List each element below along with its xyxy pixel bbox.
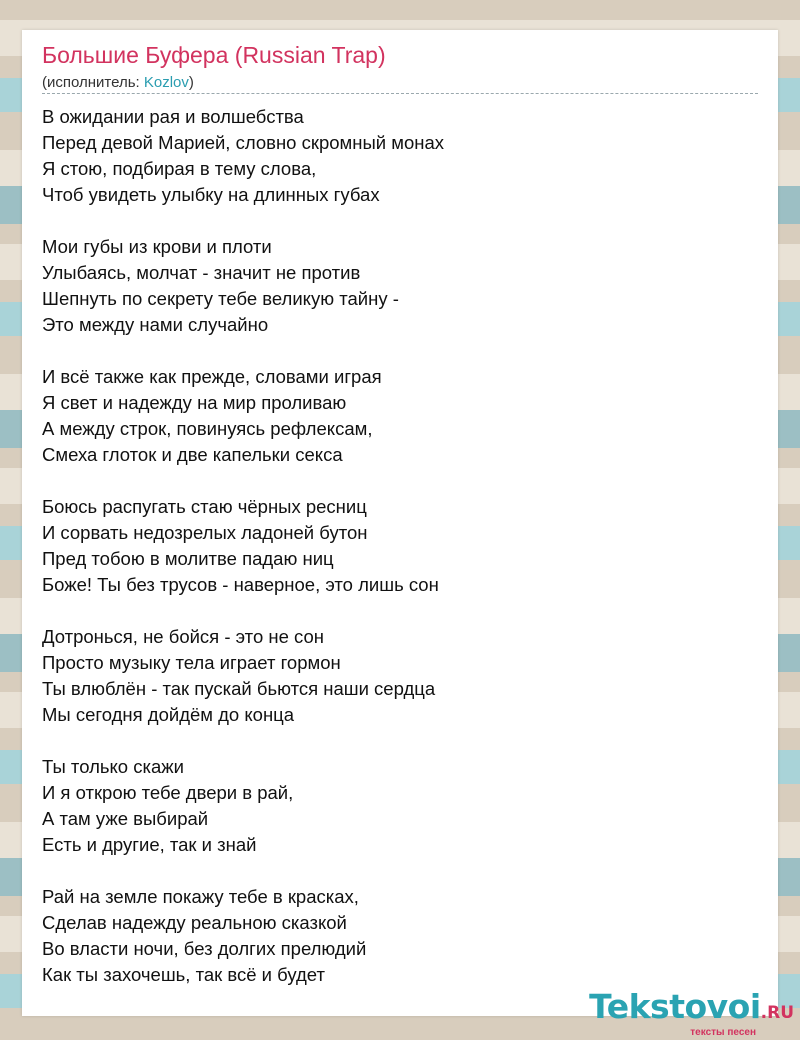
- header-divider: [42, 93, 758, 94]
- lyric-line: Мы сегодня дойдём до конца: [42, 704, 295, 725]
- lyric-line: Во власти ночи, без долгих прелюдий: [42, 938, 367, 959]
- lyric-line: И всё также как прежде, словами играя: [42, 366, 382, 387]
- lyric-line: Перед девой Марией, словно скромный монах: [42, 132, 444, 153]
- lyric-line: Улыбаясь, молчат - значит не против: [42, 262, 361, 283]
- artist-line: [42, 74, 194, 91]
- lyric-line: Как ты захочешь, так всё и будет: [42, 964, 325, 985]
- stanza: [42, 624, 762, 728]
- lyric-line: Это между нами случайно: [42, 314, 269, 335]
- lyric-line: Боюсь распугать стаю чёрных ресниц: [42, 496, 367, 517]
- stanza: [42, 104, 762, 208]
- lyric-line: Просто музыку тела играет гормон: [42, 652, 341, 673]
- lyric-line: А между строк, повинуясь рефлексам,: [42, 418, 373, 439]
- lyric-line: Я свет и надежду на мир проливаю: [42, 392, 347, 413]
- lyric-line: Ты влюблён - так пускай бьются наши сердца: [42, 678, 436, 699]
- lyric-line: Дотронься, не бойся - это не сон: [42, 626, 324, 647]
- lyric-line: Мои губы из крови и плоти: [42, 236, 272, 257]
- song-title: Большие Буфера (Russian Trap): [42, 42, 386, 68]
- lyric-line: Смеха глоток и две капельки секса: [42, 444, 343, 465]
- lyric-line: И я открою тебе двери в рай,: [42, 782, 294, 803]
- artist-link[interactable]: Kozlov: [143, 74, 189, 91]
- logo-name: Tekstovoi: [589, 987, 761, 1026]
- stanza: [42, 234, 762, 338]
- lyric-line: В ожидании рая и волшебства: [42, 106, 304, 127]
- site-logo[interactable]: [589, 989, 794, 1038]
- lyric-line: Шепнуть по секрету тебе великую тайну -: [42, 288, 399, 309]
- lyric-line: И сорвать недозрелых ладоней бутон: [42, 522, 368, 543]
- logo-tld: .RU: [760, 1003, 794, 1023]
- stanza: [42, 364, 762, 468]
- lyric-line: А там уже выбирай: [42, 808, 209, 829]
- lyric-line: Есть и другие, так и знай: [42, 834, 257, 855]
- artist-prefix: (исполнитель:: [42, 74, 144, 91]
- lyric-line: Пред тобою в молитве падаю ниц: [42, 548, 334, 569]
- stanza: [42, 884, 762, 988]
- stanza: [42, 754, 762, 858]
- artist-suffix: ): [188, 74, 194, 91]
- lyric-line: Чтоб увидеть улыбку на длинных губах: [42, 184, 380, 205]
- lyric-line: Я стою, подбирая в тему слова,: [42, 158, 317, 179]
- lyric-line: Сделав надежду реальною сказкой: [42, 912, 347, 933]
- lyric-line: Рай на земле покажу тебе в красках,: [42, 886, 359, 907]
- stanza: [42, 494, 762, 598]
- lyric-line: Ты только скажи: [42, 756, 184, 777]
- logo-tagline: тексты песен: [690, 1027, 756, 1038]
- lyric-line: Боже! Ты без трусов - наверное, это лишь сон: [42, 574, 439, 595]
- lyrics-card: [22, 30, 778, 1016]
- lyrics-body: [42, 104, 762, 1014]
